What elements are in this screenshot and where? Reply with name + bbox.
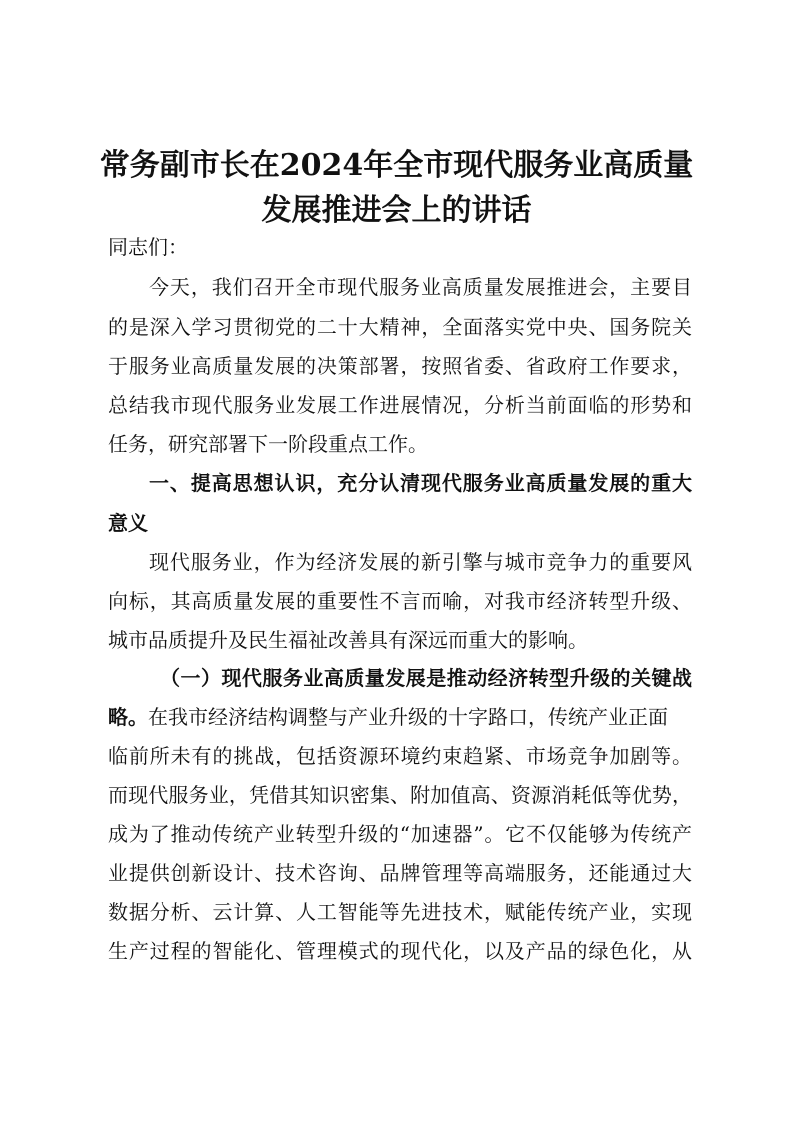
paragraph-1-line-4: 总结我市现代服务业发展工作进展情况，分析当前面临的形势和 xyxy=(108,393,692,417)
paragraph-3-line-1-rest: 在我市经济结构调整与产业升级的十字路口，传统产业正面 xyxy=(148,705,668,729)
paragraph-2-line-1: 现代服务业，作为经济发展的新引擎与城市竞争力的重要风 xyxy=(149,550,692,574)
paragraph-3-line-3: 而现代服务业，凭借其知识密集、附加值高、资源消耗低等优势， xyxy=(108,783,692,807)
paragraph-3-line-5: 业提供创新设计、技术咨询、品牌管理等高端服务，还能通过大 xyxy=(108,861,692,885)
paragraph-3-line-7: 生产过程的智能化、管理模式的现代化，以及产品的绿色化，从 xyxy=(108,939,692,963)
paragraph-1-line-2: 的是深入学习贯彻党的二十大精神，全面落实党中央、国务院关 xyxy=(108,315,692,339)
paragraph-1-line-3: 于服务业高质量发展的决策部署，按照省委、省政府工作要求， xyxy=(108,354,692,378)
paragraph-2-line-3: 城市品质提升及民生福祉改善具有深远而重大的影响。 xyxy=(108,628,588,652)
document-title-line-1: 常务副市长在2024年全市现代服务业高质量 xyxy=(99,148,694,183)
paragraph-2-line-2: 向标，其高质量发展的重要性不言而喻，对我市经济转型升级、 xyxy=(108,589,692,613)
salutation: 同志们： xyxy=(108,235,188,259)
paragraph-3-line-2: 临前所未有的挑战，包括资源环境约束趋紧、市场竞争加剧等。 xyxy=(108,744,692,768)
paragraph-1-line-1: 今天，我们召开全市现代服务业高质量发展推进会，主要目 xyxy=(149,275,692,299)
paragraph-1-line-5: 任务，研究部署下一阶段重点工作。 xyxy=(108,432,428,456)
paragraph-3-line-4: 成为了推动传统产业转型升级的“加速器”。它不仅能够为传统产 xyxy=(108,822,692,846)
section-heading-1-line-2: 意义 xyxy=(108,511,148,535)
document-title-line-2: 发展推进会上的讲话 xyxy=(261,193,532,228)
paragraph-3-line-1 xyxy=(108,704,692,730)
paragraph-3-line-6: 数据分析、云计算、人工智能等先进技术，赋能传统产业，实现 xyxy=(108,900,692,924)
section-heading-1-line-1: 一、提高思想认识，充分认清现代服务业高质量发展的重大 xyxy=(149,471,692,495)
subheading-1-line-2: 略。 xyxy=(108,705,148,729)
subheading-1-line-1: （一）现代服务业高质量发展是推动经济转型升级的关键战 xyxy=(160,666,692,690)
